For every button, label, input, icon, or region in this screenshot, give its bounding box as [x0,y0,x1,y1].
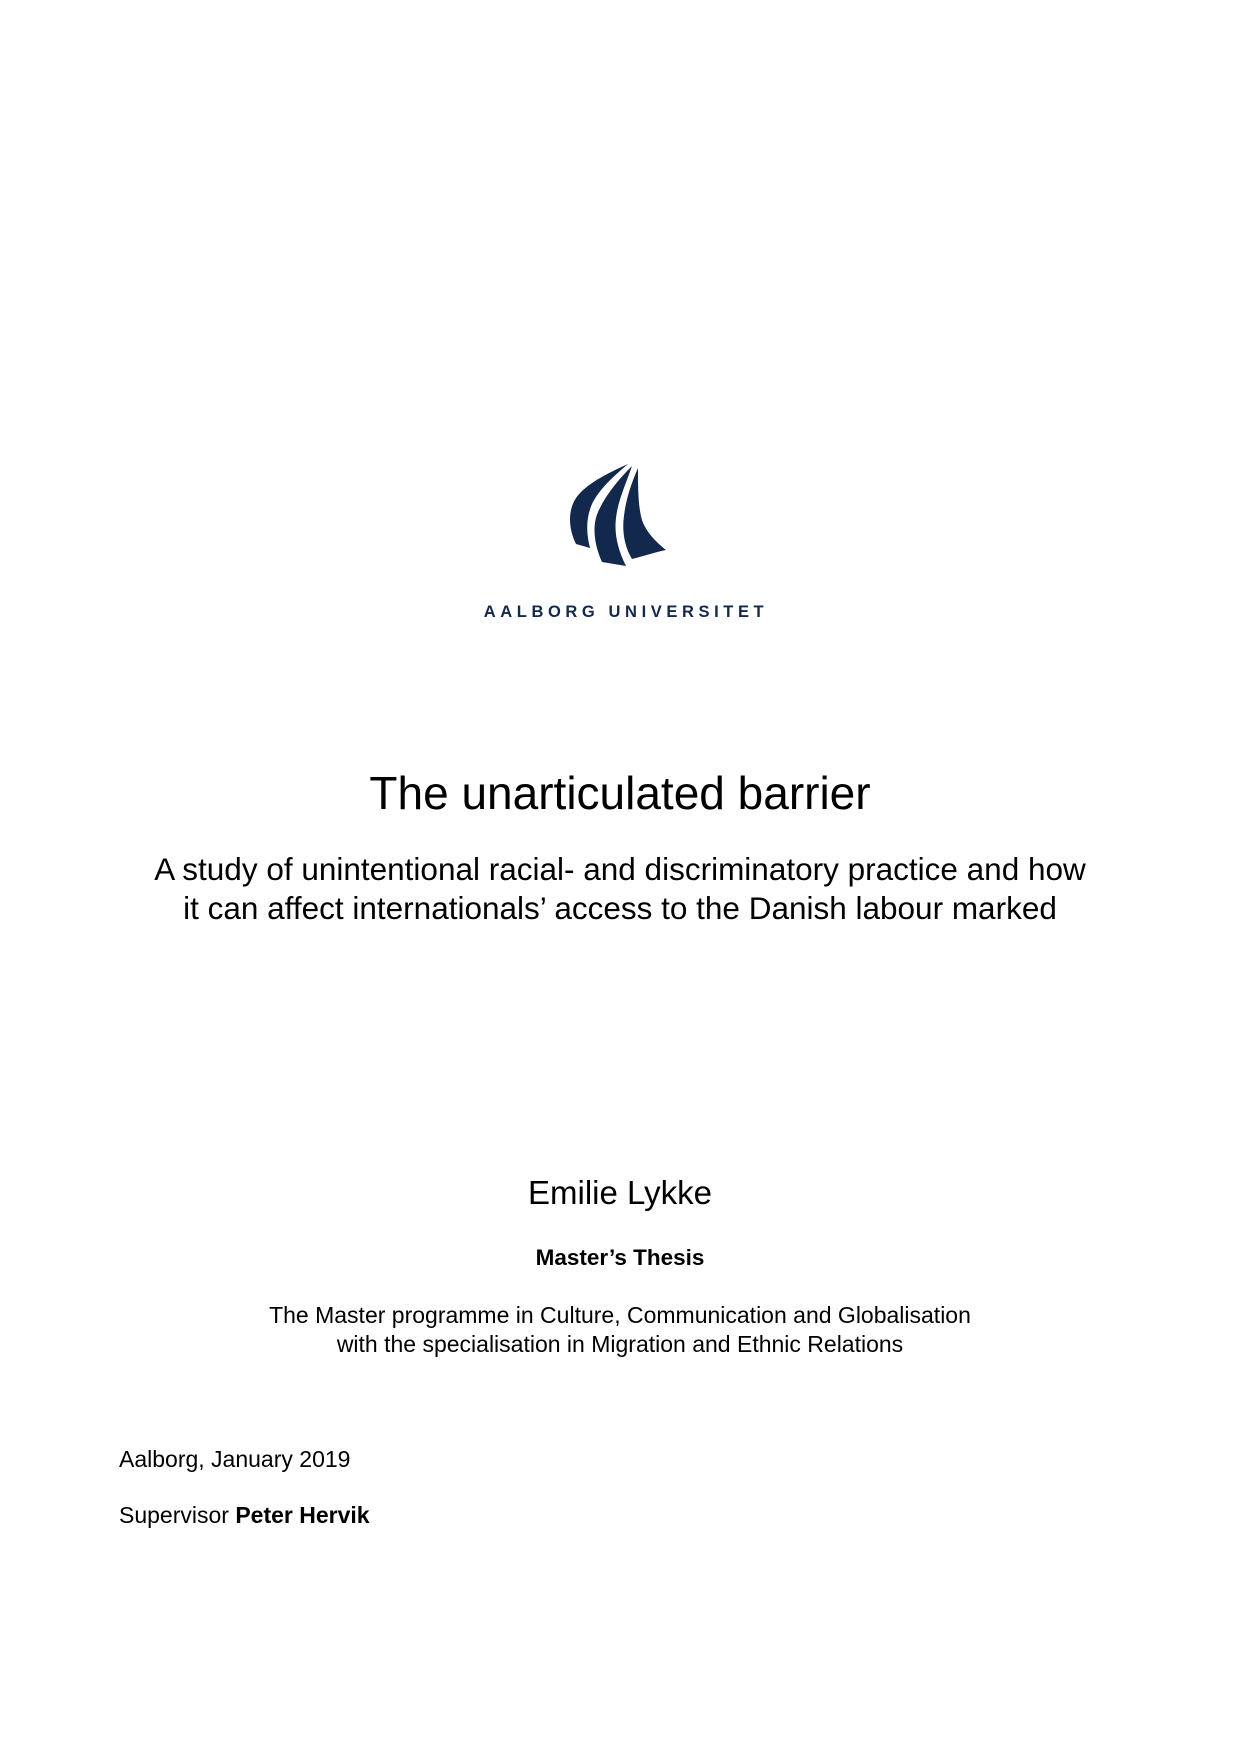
supervisor-line [119,1502,370,1529]
supervisor-name: Peter Hervik [235,1502,370,1528]
university-name: AALBORG UNIVERSITET [483,603,769,621]
subtitle-line-2: it can affect internationals’ access to the Danish labour marked [183,890,1057,926]
place-date: Aalborg, January 2019 [119,1446,351,1472]
programme-description [0,1301,1240,1359]
aau-wave-logo-icon [566,462,670,568]
supervisor-label: Supervisor [119,1502,236,1528]
programme-line-2: with the specialisation in Migration and Ethnic Relations [336,1331,904,1357]
thesis-type: Master’s Thesis [535,1245,705,1270]
author-name: Emilie Lykke [528,1174,712,1211]
subtitle-line-1: A study of unintentional racial- and discriminatory practice and how [154,851,1086,887]
thesis-subtitle [0,850,1240,928]
programme-line-1: The Master programme in Culture, Communication and Globalisation [269,1302,971,1328]
thesis-title: The unarticulated barrier [369,767,871,819]
